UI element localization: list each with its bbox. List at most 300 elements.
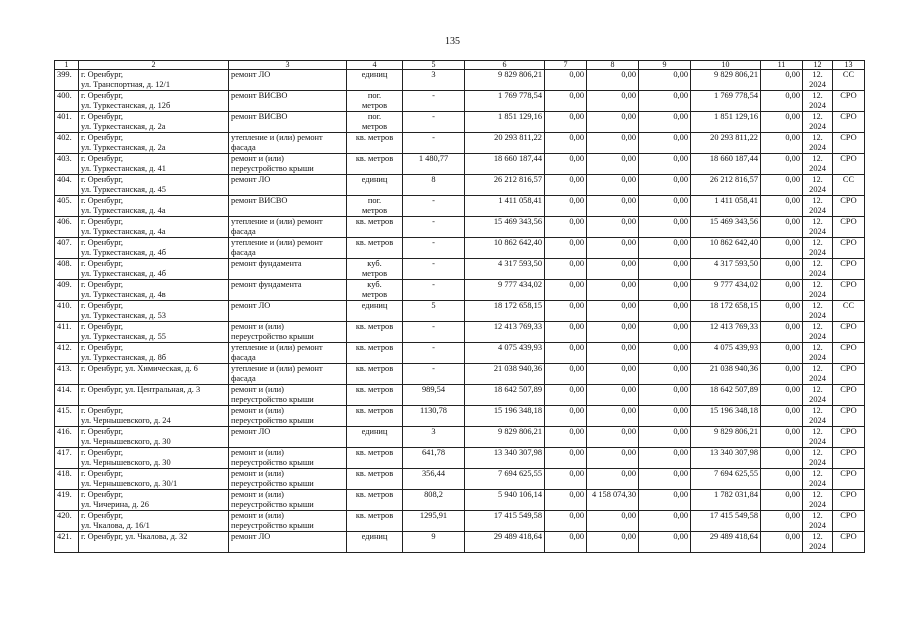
contractor-method-cell: СРО — [833, 238, 865, 259]
fund-cell-10: 1 769 778,54 — [691, 91, 761, 112]
quantity-cell: 1295,91 — [403, 511, 465, 532]
column-number-1: 1 — [55, 61, 79, 70]
deadline-cell: 12. 2024 — [803, 385, 833, 406]
address-cell: г. Оренбург, ул. Центральная, д. 3 — [79, 385, 229, 406]
fund-cell-9: 0,00 — [639, 196, 691, 217]
fund-cell-8: 0,00 — [587, 154, 639, 175]
column-number-13: 13 — [833, 61, 865, 70]
row-number: 406. — [55, 217, 79, 238]
unit-cell: кв. метров — [347, 343, 403, 364]
unit-cell: кв. метров — [347, 238, 403, 259]
fund-cell-7: 0,00 — [545, 427, 587, 448]
quantity-cell: 808,2 — [403, 490, 465, 511]
total-cost-cell: 13 340 307,98 — [465, 448, 545, 469]
work-type-cell: ремонт и (или) переустройство крыши — [229, 511, 347, 532]
total-cost-cell: 15 469 343,56 — [465, 217, 545, 238]
fund-cell-7: 0,00 — [545, 196, 587, 217]
total-cost-cell: 4 317 593,50 — [465, 259, 545, 280]
deadline-cell: 12. 2024 — [803, 196, 833, 217]
deadline-cell: 12. 2024 — [803, 406, 833, 427]
fund-cell-7: 0,00 — [545, 70, 587, 91]
work-type-cell: утепление и (или) ремонт фасада — [229, 217, 347, 238]
column-number-7: 7 — [545, 61, 587, 70]
work-type-cell: утепление и (или) ремонт фасада — [229, 343, 347, 364]
table-row — [55, 301, 865, 322]
fund-cell-8: 0,00 — [587, 364, 639, 385]
table-row — [55, 406, 865, 427]
quantity-cell: - — [403, 112, 465, 133]
fund-cell-10: 13 340 307,98 — [691, 448, 761, 469]
row-number: 404. — [55, 175, 79, 196]
fund-cell-11: 0,00 — [761, 532, 803, 553]
fund-cell-8: 0,00 — [587, 511, 639, 532]
unit-cell: кв. метров — [347, 448, 403, 469]
address-cell: г. Оренбург, ул. Чернышевского, д. 24 — [79, 406, 229, 427]
contractor-method-cell: СРО — [833, 259, 865, 280]
fund-cell-10: 12 413 769,33 — [691, 322, 761, 343]
fund-cell-7: 0,00 — [545, 112, 587, 133]
address-cell: г. Оренбург, ул. Чкалова, д. 32 — [79, 532, 229, 553]
total-cost-cell: 18 642 507,89 — [465, 385, 545, 406]
fund-cell-10: 20 293 811,22 — [691, 133, 761, 154]
fund-cell-10: 4 075 439,93 — [691, 343, 761, 364]
total-cost-cell: 10 862 642,40 — [465, 238, 545, 259]
fund-cell-10: 18 660 187,44 — [691, 154, 761, 175]
total-cost-cell: 4 075 439,93 — [465, 343, 545, 364]
table-row — [55, 238, 865, 259]
address-cell: г. Оренбург, ул. Чкалова, д. 16/1 — [79, 511, 229, 532]
quantity-cell: - — [403, 133, 465, 154]
quantity-cell: - — [403, 259, 465, 280]
contractor-method-cell: СРО — [833, 280, 865, 301]
fund-cell-7: 0,00 — [545, 91, 587, 112]
fund-cell-9: 0,00 — [639, 154, 691, 175]
fund-cell-7: 0,00 — [545, 406, 587, 427]
total-cost-cell: 12 413 769,33 — [465, 322, 545, 343]
table-row — [55, 385, 865, 406]
fund-cell-7: 0,00 — [545, 238, 587, 259]
total-cost-cell: 20 293 811,22 — [465, 133, 545, 154]
unit-cell: пог. метров — [347, 112, 403, 133]
contractor-method-cell: СРО — [833, 322, 865, 343]
row-number: 415. — [55, 406, 79, 427]
fund-cell-9: 0,00 — [639, 511, 691, 532]
contractor-method-cell: СС — [833, 70, 865, 91]
table-row — [55, 343, 865, 364]
deadline-cell: 12. 2024 — [803, 280, 833, 301]
table-row — [55, 196, 865, 217]
work-type-cell: утепление и (или) ремонт фасада — [229, 238, 347, 259]
fund-cell-9: 0,00 — [639, 91, 691, 112]
deadline-cell: 12. 2024 — [803, 490, 833, 511]
fund-cell-11: 0,00 — [761, 175, 803, 196]
contractor-method-cell: СРО — [833, 385, 865, 406]
fund-cell-7: 0,00 — [545, 448, 587, 469]
row-number: 409. — [55, 280, 79, 301]
fund-cell-9: 0,00 — [639, 532, 691, 553]
unit-cell: кв. метров — [347, 217, 403, 238]
deadline-cell: 12. 2024 — [803, 301, 833, 322]
work-type-cell: утепление и (или) ремонт фасада — [229, 364, 347, 385]
fund-cell-7: 0,00 — [545, 175, 587, 196]
total-cost-cell: 17 415 549,58 — [465, 511, 545, 532]
table-row — [55, 511, 865, 532]
total-cost-cell: 18 172 658,15 — [465, 301, 545, 322]
fund-cell-10: 15 469 343,56 — [691, 217, 761, 238]
fund-cell-11: 0,00 — [761, 469, 803, 490]
fund-cell-9: 0,00 — [639, 301, 691, 322]
quantity-cell: - — [403, 280, 465, 301]
fund-cell-8: 0,00 — [587, 301, 639, 322]
quantity-cell: - — [403, 238, 465, 259]
capital-repair-table — [54, 60, 865, 553]
fund-cell-7: 0,00 — [545, 490, 587, 511]
deadline-cell: 12. 2024 — [803, 238, 833, 259]
fund-cell-10: 15 196 348,18 — [691, 406, 761, 427]
fund-cell-10: 9 829 806,21 — [691, 70, 761, 91]
fund-cell-8: 0,00 — [587, 532, 639, 553]
fund-cell-9: 0,00 — [639, 217, 691, 238]
fund-cell-9: 0,00 — [639, 280, 691, 301]
table-row — [55, 217, 865, 238]
column-number-12: 12 — [803, 61, 833, 70]
quantity-cell: 3 — [403, 70, 465, 91]
unit-cell: кв. метров — [347, 364, 403, 385]
total-cost-cell: 15 196 348,18 — [465, 406, 545, 427]
fund-cell-11: 0,00 — [761, 217, 803, 238]
contractor-method-cell: СРО — [833, 217, 865, 238]
fund-cell-7: 0,00 — [545, 133, 587, 154]
total-cost-cell: 1 851 129,16 — [465, 112, 545, 133]
fund-cell-9: 0,00 — [639, 133, 691, 154]
quantity-cell: 9 — [403, 532, 465, 553]
address-cell: г. Оренбург, ул. Транспортная, д. 12/1 — [79, 70, 229, 91]
total-cost-cell: 9 777 434,02 — [465, 280, 545, 301]
fund-cell-9: 0,00 — [639, 238, 691, 259]
column-number-8: 8 — [587, 61, 639, 70]
deadline-cell: 12. 2024 — [803, 511, 833, 532]
row-number: 405. — [55, 196, 79, 217]
quantity-cell: - — [403, 91, 465, 112]
fund-cell-11: 0,00 — [761, 238, 803, 259]
column-number-row — [55, 61, 865, 70]
quantity-cell: - — [403, 364, 465, 385]
work-type-cell: ремонт и (или) переустройство крыши — [229, 154, 347, 175]
table-row — [55, 112, 865, 133]
row-number: 413. — [55, 364, 79, 385]
address-cell: г. Оренбург, ул. Туркестанская, д. 12б — [79, 91, 229, 112]
fund-cell-11: 0,00 — [761, 490, 803, 511]
deadline-cell: 12. 2024 — [803, 91, 833, 112]
quantity-cell: 8 — [403, 175, 465, 196]
total-cost-cell: 21 038 940,36 — [465, 364, 545, 385]
row-number: 411. — [55, 322, 79, 343]
contractor-method-cell: СРО — [833, 490, 865, 511]
fund-cell-8: 0,00 — [587, 175, 639, 196]
address-cell: г. Оренбург, ул. Туркестанская, д. 2а — [79, 133, 229, 154]
fund-cell-11: 0,00 — [761, 133, 803, 154]
address-cell: г. Оренбург, ул. Туркестанская, д. 45 — [79, 175, 229, 196]
fund-cell-8: 0,00 — [587, 280, 639, 301]
row-number: 414. — [55, 385, 79, 406]
fund-cell-11: 0,00 — [761, 322, 803, 343]
unit-cell: куб. метров — [347, 280, 403, 301]
fund-cell-7: 0,00 — [545, 217, 587, 238]
address-cell: г. Оренбург, ул. Туркестанская, д. 8б — [79, 343, 229, 364]
row-number: 418. — [55, 469, 79, 490]
quantity-cell: 3 — [403, 427, 465, 448]
fund-cell-10: 4 317 593,50 — [691, 259, 761, 280]
address-cell: г. Оренбург, ул. Туркестанская, д. 4а — [79, 196, 229, 217]
fund-cell-8: 0,00 — [587, 469, 639, 490]
fund-cell-8: 0,00 — [587, 385, 639, 406]
fund-cell-7: 0,00 — [545, 364, 587, 385]
work-type-cell: ремонт ЛО — [229, 532, 347, 553]
quantity-cell: - — [403, 196, 465, 217]
fund-cell-8: 0,00 — [587, 70, 639, 91]
unit-cell: кв. метров — [347, 511, 403, 532]
quantity-cell: 641,78 — [403, 448, 465, 469]
contractor-method-cell: СРО — [833, 406, 865, 427]
fund-cell-11: 0,00 — [761, 259, 803, 280]
work-type-cell: ремонт ЛО — [229, 70, 347, 91]
row-number: 401. — [55, 112, 79, 133]
row-number: 402. — [55, 133, 79, 154]
contractor-method-cell: СС — [833, 175, 865, 196]
address-cell: г. Оренбург, ул. Химическая, д. 6 — [79, 364, 229, 385]
fund-cell-7: 0,00 — [545, 301, 587, 322]
work-type-cell: ремонт ЛО — [229, 301, 347, 322]
table-row — [55, 91, 865, 112]
fund-cell-11: 0,00 — [761, 343, 803, 364]
table-row — [55, 490, 865, 511]
fund-cell-8: 0,00 — [587, 91, 639, 112]
fund-cell-10: 1 851 129,16 — [691, 112, 761, 133]
table-row — [55, 280, 865, 301]
unit-cell: единиц — [347, 301, 403, 322]
total-cost-cell: 1 411 058,41 — [465, 196, 545, 217]
column-number-9: 9 — [639, 61, 691, 70]
fund-cell-10: 18 172 658,15 — [691, 301, 761, 322]
table-row — [55, 133, 865, 154]
unit-cell: единиц — [347, 70, 403, 91]
deadline-cell: 12. 2024 — [803, 175, 833, 196]
work-type-cell: утепление и (или) ремонт фасада — [229, 133, 347, 154]
total-cost-cell: 5 940 106,14 — [465, 490, 545, 511]
unit-cell: единиц — [347, 532, 403, 553]
address-cell: г. Оренбург, ул. Туркестанская, д. 55 — [79, 322, 229, 343]
fund-cell-11: 0,00 — [761, 448, 803, 469]
contractor-method-cell: СРО — [833, 511, 865, 532]
contractor-method-cell: СРО — [833, 427, 865, 448]
deadline-cell: 12. 2024 — [803, 112, 833, 133]
address-cell: г. Оренбург, ул. Туркестанская, д. 4б — [79, 259, 229, 280]
row-number: 410. — [55, 301, 79, 322]
fund-cell-9: 0,00 — [639, 70, 691, 91]
contractor-method-cell: СРО — [833, 91, 865, 112]
fund-cell-7: 0,00 — [545, 511, 587, 532]
fund-cell-8: 0,00 — [587, 406, 639, 427]
contractor-method-cell: СРО — [833, 343, 865, 364]
work-type-cell: ремонт ВИСВО — [229, 196, 347, 217]
quantity-cell: 1130,78 — [403, 406, 465, 427]
address-cell: г. Оренбург, ул. Чичерина, д. 26 — [79, 490, 229, 511]
fund-cell-7: 0,00 — [545, 259, 587, 280]
unit-cell: кв. метров — [347, 469, 403, 490]
row-number: 417. — [55, 448, 79, 469]
contractor-method-cell: СС — [833, 301, 865, 322]
quantity-cell: - — [403, 217, 465, 238]
row-number: 403. — [55, 154, 79, 175]
fund-cell-8: 0,00 — [587, 238, 639, 259]
work-type-cell: ремонт ВИСВО — [229, 91, 347, 112]
fund-cell-9: 0,00 — [639, 259, 691, 280]
fund-cell-8: 0,00 — [587, 427, 639, 448]
table-row — [55, 154, 865, 175]
deadline-cell: 12. 2024 — [803, 427, 833, 448]
total-cost-cell: 1 769 778,54 — [465, 91, 545, 112]
table-row — [55, 364, 865, 385]
work-type-cell: ремонт и (или) переустройство крыши — [229, 448, 347, 469]
contractor-method-cell: СРО — [833, 469, 865, 490]
unit-cell: куб. метров — [347, 259, 403, 280]
contractor-method-cell: СРО — [833, 112, 865, 133]
table-row — [55, 259, 865, 280]
unit-cell: пог. метров — [347, 196, 403, 217]
row-number: 416. — [55, 427, 79, 448]
work-type-cell: ремонт и (или) переустройство крыши — [229, 322, 347, 343]
quantity-cell: - — [403, 343, 465, 364]
deadline-cell: 12. 2024 — [803, 133, 833, 154]
fund-cell-7: 0,00 — [545, 385, 587, 406]
fund-cell-11: 0,00 — [761, 406, 803, 427]
fund-cell-11: 0,00 — [761, 91, 803, 112]
fund-cell-8: 0,00 — [587, 133, 639, 154]
fund-cell-10: 21 038 940,36 — [691, 364, 761, 385]
total-cost-cell: 26 212 816,57 — [465, 175, 545, 196]
fund-cell-7: 0,00 — [545, 469, 587, 490]
deadline-cell: 12. 2024 — [803, 322, 833, 343]
fund-cell-8: 0,00 — [587, 259, 639, 280]
address-cell: г. Оренбург, ул. Туркестанская, д. 41 — [79, 154, 229, 175]
fund-cell-10: 26 212 816,57 — [691, 175, 761, 196]
fund-cell-7: 0,00 — [545, 280, 587, 301]
work-type-cell: ремонт фундамента — [229, 280, 347, 301]
work-type-cell: ремонт ЛО — [229, 175, 347, 196]
contractor-method-cell: СРО — [833, 448, 865, 469]
fund-cell-9: 0,00 — [639, 175, 691, 196]
fund-cell-9: 0,00 — [639, 427, 691, 448]
unit-cell: кв. метров — [347, 406, 403, 427]
fund-cell-11: 0,00 — [761, 112, 803, 133]
contractor-method-cell: СРО — [833, 196, 865, 217]
table-row — [55, 70, 865, 91]
fund-cell-11: 0,00 — [761, 154, 803, 175]
row-number: 421. — [55, 532, 79, 553]
quantity-cell: 356,44 — [403, 469, 465, 490]
work-type-cell: ремонт ВИСВО — [229, 112, 347, 133]
table-row — [55, 175, 865, 196]
fund-cell-8: 0,00 — [587, 448, 639, 469]
work-type-cell: ремонт и (или) переустройство крыши — [229, 490, 347, 511]
table-row — [55, 322, 865, 343]
row-number: 420. — [55, 511, 79, 532]
contractor-method-cell: СРО — [833, 154, 865, 175]
fund-cell-8: 4 158 074,30 — [587, 490, 639, 511]
unit-cell: пог. метров — [347, 91, 403, 112]
fund-cell-9: 0,00 — [639, 364, 691, 385]
deadline-cell: 12. 2024 — [803, 364, 833, 385]
deadline-cell: 12. 2024 — [803, 217, 833, 238]
address-cell: г. Оренбург, ул. Туркестанская, д. 4а — [79, 217, 229, 238]
unit-cell: единиц — [347, 427, 403, 448]
work-type-cell: ремонт ЛО — [229, 427, 347, 448]
fund-cell-9: 0,00 — [639, 490, 691, 511]
total-cost-cell: 7 694 625,55 — [465, 469, 545, 490]
table-row — [55, 427, 865, 448]
unit-cell: кв. метров — [347, 133, 403, 154]
deadline-cell: 12. 2024 — [803, 532, 833, 553]
fund-cell-7: 0,00 — [545, 322, 587, 343]
fund-cell-10: 7 694 625,55 — [691, 469, 761, 490]
column-number-6: 6 — [465, 61, 545, 70]
row-number: 407. — [55, 238, 79, 259]
address-cell: г. Оренбург, ул. Туркестанская, д. 53 — [79, 301, 229, 322]
fund-cell-10: 9 777 434,02 — [691, 280, 761, 301]
total-cost-cell: 18 660 187,44 — [465, 154, 545, 175]
fund-cell-9: 0,00 — [639, 385, 691, 406]
column-number-4: 4 — [347, 61, 403, 70]
fund-cell-11: 0,00 — [761, 511, 803, 532]
work-type-cell: ремонт и (или) переустройство крыши — [229, 385, 347, 406]
address-cell: г. Оренбург, ул. Туркестанская, д. 4б — [79, 238, 229, 259]
fund-cell-11: 0,00 — [761, 70, 803, 91]
unit-cell: кв. метров — [347, 154, 403, 175]
fund-cell-9: 0,00 — [639, 322, 691, 343]
table-body — [55, 70, 865, 553]
address-cell: г. Оренбург, ул. Туркестанская, д. 4в — [79, 280, 229, 301]
deadline-cell: 12. 2024 — [803, 154, 833, 175]
fund-cell-11: 0,00 — [761, 280, 803, 301]
contractor-method-cell: СРО — [833, 364, 865, 385]
fund-cell-9: 0,00 — [639, 112, 691, 133]
contractor-method-cell: СРО — [833, 133, 865, 154]
quantity-cell: 1 480,77 — [403, 154, 465, 175]
fund-cell-10: 9 829 806,21 — [691, 427, 761, 448]
fund-cell-7: 0,00 — [545, 154, 587, 175]
unit-cell: единиц — [347, 175, 403, 196]
fund-cell-8: 0,00 — [587, 112, 639, 133]
quantity-cell: - — [403, 322, 465, 343]
table-row — [55, 469, 865, 490]
fund-cell-10: 1 782 031,84 — [691, 490, 761, 511]
deadline-cell: 12. 2024 — [803, 259, 833, 280]
contractor-method-cell: СРО — [833, 532, 865, 553]
fund-cell-10: 17 415 549,58 — [691, 511, 761, 532]
row-number: 408. — [55, 259, 79, 280]
address-cell: г. Оренбург, ул. Туркестанская, д. 2а — [79, 112, 229, 133]
fund-cell-10: 29 489 418,64 — [691, 532, 761, 553]
fund-cell-8: 0,00 — [587, 343, 639, 364]
fund-cell-10: 1 411 058,41 — [691, 196, 761, 217]
row-number: 419. — [55, 490, 79, 511]
fund-cell-11: 0,00 — [761, 301, 803, 322]
unit-cell: кв. метров — [347, 490, 403, 511]
fund-cell-8: 0,00 — [587, 217, 639, 238]
column-number-5: 5 — [403, 61, 465, 70]
row-number: 399. — [55, 70, 79, 91]
fund-cell-10: 10 862 642,40 — [691, 238, 761, 259]
